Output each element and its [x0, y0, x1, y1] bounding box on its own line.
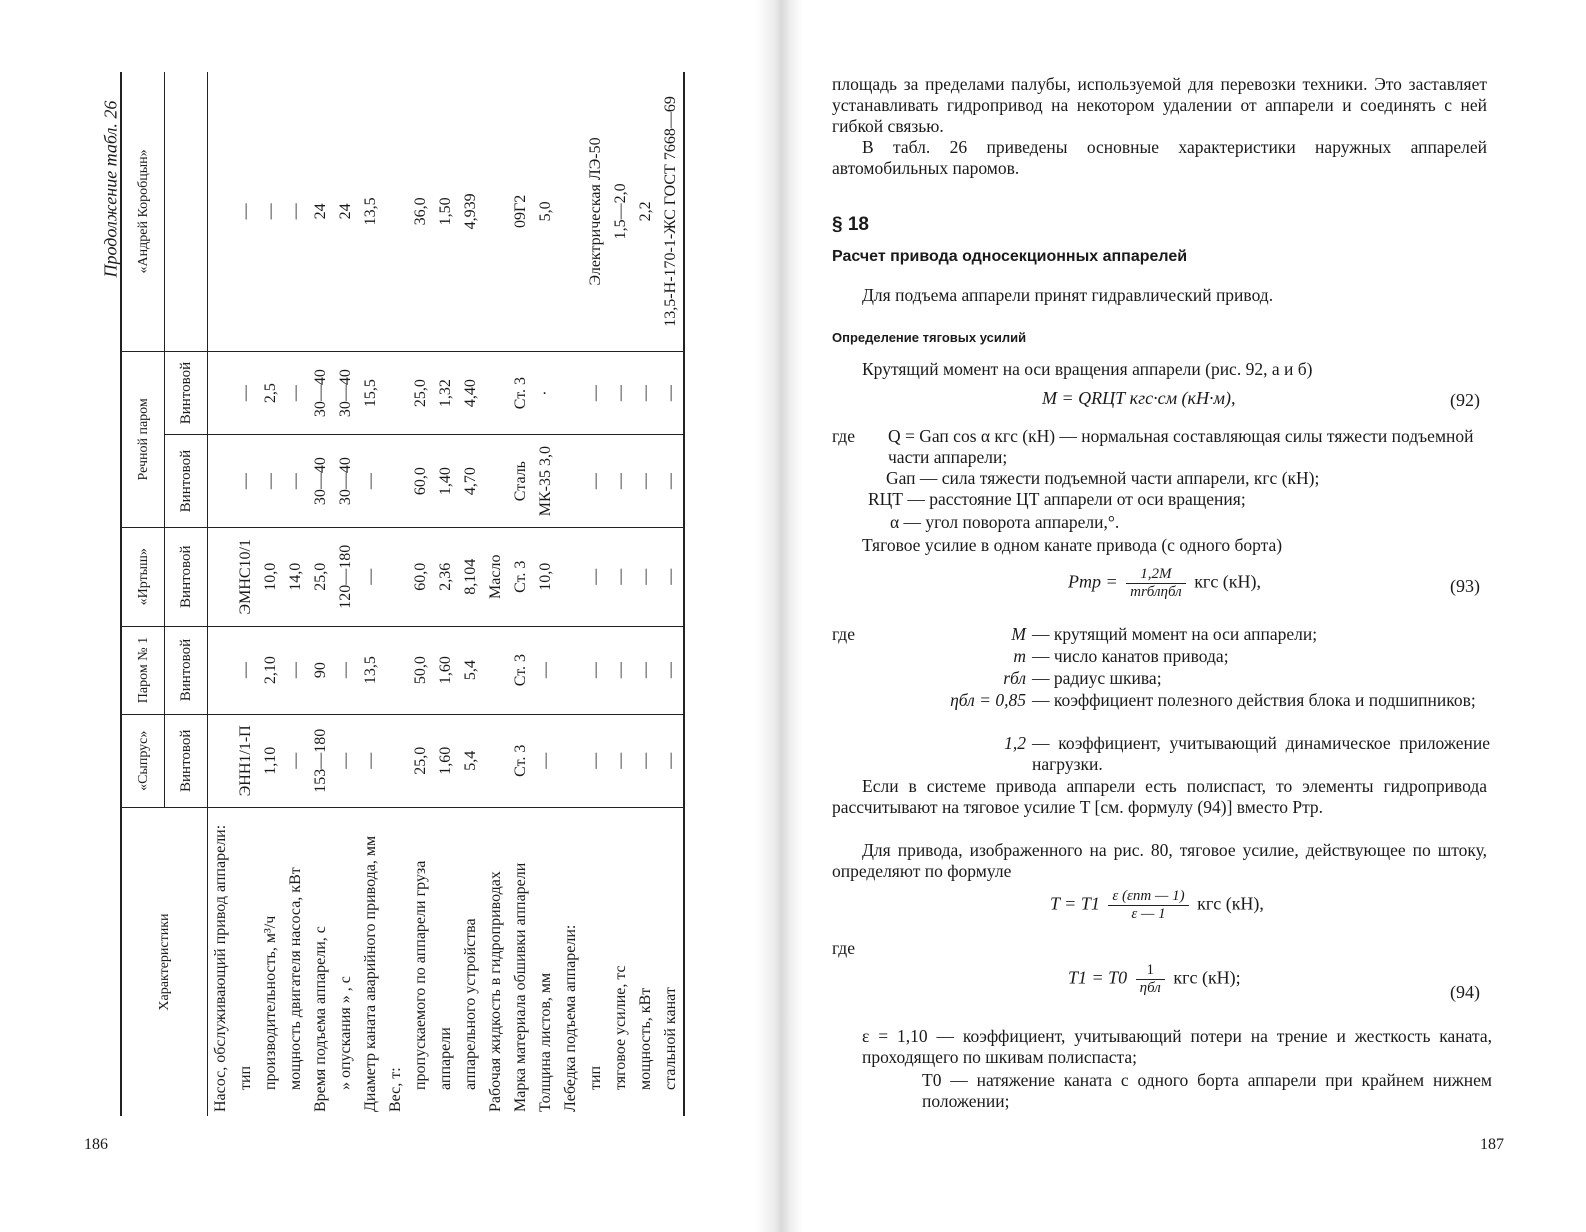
table-row	[608, 72, 633, 1116]
where-label: где	[832, 938, 855, 958]
table-cell: Ст. 3	[508, 714, 533, 807]
table-cell	[383, 527, 408, 626]
table-row	[483, 72, 508, 1116]
rotated-table-frame	[120, 72, 770, 1116]
intro-paragraph-2: В табл. 26 приведены основные характеристики наружных аппарелей автомобильных паромов.	[832, 137, 1487, 178]
table-cell: 5,0	[533, 72, 558, 351]
table-cell: 4,40	[458, 351, 483, 434]
paragraph-polyspast: Если в системе привода аппарели есть полиспаст, то элементы гидропривода рассчитывают на тяговое усилие T [см. формулу (94)] вместо Pтр.	[832, 776, 1487, 817]
table-cell: ·	[533, 351, 558, 434]
table-cell: —	[258, 435, 283, 528]
table-cell: 8,104	[458, 527, 483, 626]
table-cell: Ст. 3	[508, 527, 533, 626]
definition-text: — число канатов привода;	[1032, 646, 1229, 666]
col-header-ferry: «Сыпрус»	[121, 714, 165, 807]
table-cell	[383, 351, 408, 434]
table-cell: —	[533, 714, 558, 807]
table-cell: 10,0	[533, 527, 558, 626]
table-cell: 14,0	[283, 527, 308, 626]
section-title: Расчет привода односекционных аппарелей	[832, 248, 1188, 265]
table-row	[583, 72, 608, 1116]
table-cell: 25,0	[408, 714, 433, 807]
table-row	[433, 72, 458, 1116]
table-cell	[483, 714, 508, 807]
table-cell: 90	[308, 626, 333, 714]
table-cell: 30—40	[308, 435, 333, 528]
col-subheader-type: Винтовой	[165, 714, 208, 807]
col-header-characteristics: Характеристики	[121, 808, 208, 1117]
table-cell	[558, 527, 583, 626]
table-cell: 2,5	[258, 351, 283, 434]
definition-q: Q = Gап cos α кгс (кН) — нормальная составляющая силы тяжести подъемной части аппарели;	[888, 426, 1474, 467]
table-cell: —	[658, 351, 684, 434]
table-cell: —	[633, 626, 658, 714]
definition-alpha: α — угол поворота аппарели,°.	[890, 512, 1120, 532]
equation-92: M = QRЦТ кгс·см (кН·м),	[1042, 388, 1236, 408]
table-row	[658, 72, 684, 1116]
definition-text: — крутящий момент на оси аппарели;	[1032, 624, 1318, 644]
definition-rct: RЦТ — расстояние ЦТ аппарели от оси вращения;	[868, 489, 1246, 509]
table-cell: —	[658, 626, 684, 714]
definition-text: — коэффициент полезного действия блока и подшипников;	[1032, 690, 1476, 710]
table-cell	[558, 626, 583, 714]
table-cell: —	[633, 527, 658, 626]
table-row	[508, 72, 533, 1116]
table-cell: —	[283, 626, 308, 714]
col-subheader-type: Винтовой	[165, 351, 208, 434]
table-cell: 30—40	[308, 351, 333, 434]
table-cell: 1,32	[433, 351, 458, 434]
table-cell	[558, 714, 583, 807]
table-cell	[383, 435, 408, 528]
table-cell	[208, 626, 234, 714]
col-subheader-type: Винтовой	[165, 626, 208, 714]
col-header-ferry: Речной паром	[121, 351, 165, 527]
page-number-right: 187	[1480, 1136, 1504, 1153]
col-header-ferry: «Андрей Коробцын»	[121, 72, 165, 351]
table-cell: —	[283, 72, 308, 351]
table-cell: 50,0	[408, 626, 433, 714]
table-cell: —	[658, 527, 684, 626]
row-label: Рабочая жидкость в гидроприводах	[487, 871, 504, 1112]
table-cell	[208, 72, 234, 351]
table-cell: Электрическая ЛЭ-50	[583, 72, 608, 351]
definition-epsilon: ε = 1,10 — коэффициент, учитывающий потери на трение и жесткость каната, проходящего по шкивам полиспаста;	[862, 1026, 1492, 1067]
definition-gap: Gап — сила тяжести подъемной части аппарели, кгс (кН);	[886, 468, 1320, 488]
definition-symbol: m	[1013, 646, 1026, 666]
table-row	[258, 72, 283, 1116]
row-label: стальной канат	[658, 808, 684, 1117]
table-cell: —	[358, 714, 383, 807]
table-cell: 13,5	[358, 72, 383, 351]
row-label: тип	[587, 1065, 604, 1090]
equation-94: T1 = T0 $\frac{1}{\text{ηбл}}$ кгс (кН);	[1068, 962, 1241, 996]
table-cell: —	[633, 435, 658, 528]
table-cell: —	[283, 435, 308, 528]
row-label: » опускания » , с	[337, 976, 354, 1090]
table-cell	[208, 527, 234, 626]
table-row	[458, 72, 483, 1116]
row-label: тяговое усилие, тс	[612, 965, 629, 1090]
table-row	[333, 72, 358, 1116]
table-row	[633, 72, 658, 1116]
left-page	[0, 0, 786, 1232]
table-cell: 4,70	[458, 435, 483, 528]
table-cell	[383, 626, 408, 714]
right-page	[786, 0, 1586, 1232]
table-cell: 5,4	[458, 714, 483, 807]
intro-paragraph: площадь за пределами палубы, используемой для перевозки техники. Это заставляет устанавливать гидропривод на некотором удалении от аппарели и соединять с ней гибкой связью.	[832, 74, 1487, 136]
row-label: пропускаемого по аппарели груза	[412, 860, 429, 1090]
col-subheader-type	[165, 72, 208, 351]
definition-text: — радиус шкива;	[1032, 668, 1162, 688]
page-number-left: 186	[84, 1136, 108, 1153]
table-cell: —	[358, 527, 383, 626]
table-cell	[483, 626, 508, 714]
table-row	[558, 72, 583, 1116]
table-cell: 4,939	[458, 72, 483, 351]
row-label: Лебедка подъема аппарели:	[562, 924, 579, 1112]
row-label: аппарельного устройства	[462, 918, 479, 1090]
table-cell: ЭМНС10/1	[233, 527, 258, 626]
table-cell: 1,40	[433, 435, 458, 528]
row-label: тип	[237, 1065, 254, 1090]
paragraph-hydraulic: Для подъема аппарели принят гидравлический привод.	[862, 285, 1274, 305]
table-cell: 25,0	[408, 351, 433, 434]
table-cell: 36,0	[408, 72, 433, 351]
table-cell	[558, 351, 583, 434]
table-cell: 24	[308, 72, 333, 351]
row-label: мощность, кВт	[637, 987, 654, 1090]
where-label: где	[832, 624, 855, 644]
equation-number-94: (94)	[1450, 982, 1480, 1002]
subsection-title: Определение тяговых усилий	[832, 330, 1027, 345]
table-cell: 2,2	[633, 72, 658, 351]
table-cell: —	[283, 351, 308, 434]
table-cell: 13,5	[358, 626, 383, 714]
table-cell: 30—40	[333, 351, 358, 434]
table-continuation-caption: Продолжение табл. 26	[100, 100, 121, 278]
table-cell: 09Г2	[508, 72, 533, 351]
table-cell: —	[658, 714, 684, 807]
section-number: § 18	[832, 214, 869, 235]
table-row	[208, 72, 234, 1116]
table-cell: Ст. 3	[508, 626, 533, 714]
table-cell: —	[233, 435, 258, 528]
table-cell: —	[583, 527, 608, 626]
table-cell: 10,0	[258, 527, 283, 626]
paragraph-force: Тяговое усилие в одном канате привода (с одного борта)	[862, 535, 1283, 555]
table-cell: —	[608, 435, 633, 528]
table-row	[283, 72, 308, 1116]
table-cell: —	[583, 351, 608, 434]
table-cell	[383, 72, 408, 351]
row-label: Насос, обслуживающий привод аппарели:	[212, 824, 229, 1112]
table-cell: Масло	[483, 527, 508, 626]
table-cell: Ст. 3	[508, 351, 533, 434]
table-cell: —	[233, 72, 258, 351]
paragraph-torque: Крутящий момент на оси вращения аппарели (рис. 92, а и б)	[862, 359, 1313, 379]
definition-symbol: M	[1011, 624, 1026, 644]
table-row	[408, 72, 433, 1116]
row-label: аппарели	[437, 1027, 454, 1090]
row-label: Время подъема аппарели, с	[312, 926, 329, 1112]
table-cell: 25,0	[308, 527, 333, 626]
definition-t0: T0 — натяжение каната с одного борта аппарели при крайнем нижнем положении;	[922, 1070, 1492, 1111]
characteristics-table	[120, 72, 685, 1116]
table-cell: ЭНН1/1-П	[233, 714, 258, 807]
characteristics-table-rotated	[120, 72, 770, 1116]
table-cell: —	[658, 435, 684, 528]
table-cell: —	[233, 626, 258, 714]
row-label: производительность, м³/ч	[262, 915, 279, 1090]
table-row	[533, 72, 558, 1116]
table-cell: Сталь	[508, 435, 533, 528]
table-cell	[483, 72, 508, 351]
table-cell: 30—40	[333, 435, 358, 528]
equation-93: Pтр = $\frac{1,2M}{\text{mrблηбл}}$ кгс (кН),	[1068, 566, 1262, 600]
table-cell: —	[608, 714, 633, 807]
row-label: Диаметр каната аварийного привода, мм	[362, 835, 379, 1112]
table-cell: МК-35 3,0	[533, 435, 558, 528]
table-cell: 153—180	[308, 714, 333, 807]
table-cell: 1,10	[258, 714, 283, 807]
where-label: где	[832, 426, 855, 446]
table-cell	[208, 435, 234, 528]
equation-t: T = T1 $\frac{\text{ε (εnт — 1)}}{\varepsilon — 1}$ кгс (кН),	[1050, 888, 1264, 922]
table-cell: —	[333, 714, 358, 807]
equation-number-92: (92)	[1450, 390, 1480, 410]
table-cell: 15,5	[358, 351, 383, 434]
table-row	[233, 72, 258, 1116]
col-header-ferry: Паром № 1	[121, 626, 165, 714]
table-cell: 1,60	[433, 714, 458, 807]
table-cell: 60,0	[408, 435, 433, 528]
definition-symbol: rбл	[1003, 668, 1026, 688]
table-cell: —	[583, 626, 608, 714]
definition-symbol: ηбл = 0,85	[950, 690, 1026, 710]
table-cell: 2,10	[258, 626, 283, 714]
col-subheader-type: Винтовой	[165, 435, 208, 528]
table-cell	[208, 351, 234, 434]
table-cell	[208, 714, 234, 807]
table-cell: 2,36	[433, 527, 458, 626]
table-cell	[558, 72, 583, 351]
paragraph-rod: Для привода, изображенного на рис. 80, тяговое усилие, действующее по штоку, определяют по формуле	[832, 840, 1487, 881]
table-row	[358, 72, 383, 1116]
table-cell: —	[633, 351, 658, 434]
table-cell: —	[333, 626, 358, 714]
col-header-ferry: «Иртыш»	[121, 527, 165, 626]
row-label: Вес, т:	[387, 1067, 404, 1112]
row-label: Толщина листов, мм	[537, 972, 554, 1112]
table-cell: —	[258, 72, 283, 351]
table-cell	[558, 435, 583, 528]
table-cell: 1,50	[433, 72, 458, 351]
table-cell: 13,5-Н-170-1-ЖС ГОСТ 7668—69	[658, 72, 684, 351]
equation-number-93: (93)	[1450, 576, 1480, 596]
table-cell: 1,60	[433, 626, 458, 714]
table-cell	[483, 351, 508, 434]
table-cell	[483, 435, 508, 528]
table-row	[308, 72, 333, 1116]
table-cell: 24	[333, 72, 358, 351]
definition-text: — коэффициент, учитывающий динамическое приложение нагрузки.	[1032, 733, 1490, 774]
table-cell: —	[233, 351, 258, 434]
table-cell: —	[608, 626, 633, 714]
row-label: Марка материала обшивки аппарели	[512, 862, 529, 1112]
table-cell: —	[608, 527, 633, 626]
col-subheader-type: Винтовой	[165, 527, 208, 626]
table-cell: —	[608, 351, 633, 434]
table-cell: —	[283, 714, 308, 807]
table-row	[383, 72, 408, 1116]
table-cell: 1,5—2,0	[608, 72, 633, 351]
table-cell: —	[633, 714, 658, 807]
table-cell: —	[583, 714, 608, 807]
row-label: мощность двигателя насоса, кВт	[287, 867, 304, 1090]
table-body	[208, 72, 685, 1116]
table-cell: —	[583, 435, 608, 528]
table-cell	[383, 714, 408, 807]
definition-symbol: 1,2	[1004, 733, 1026, 753]
table-cell: 120—180	[333, 527, 358, 626]
table-cell: 60,0	[408, 527, 433, 626]
table-cell: —	[358, 435, 383, 528]
table-cell: —	[533, 626, 558, 714]
table-cell: 5,4	[458, 626, 483, 714]
